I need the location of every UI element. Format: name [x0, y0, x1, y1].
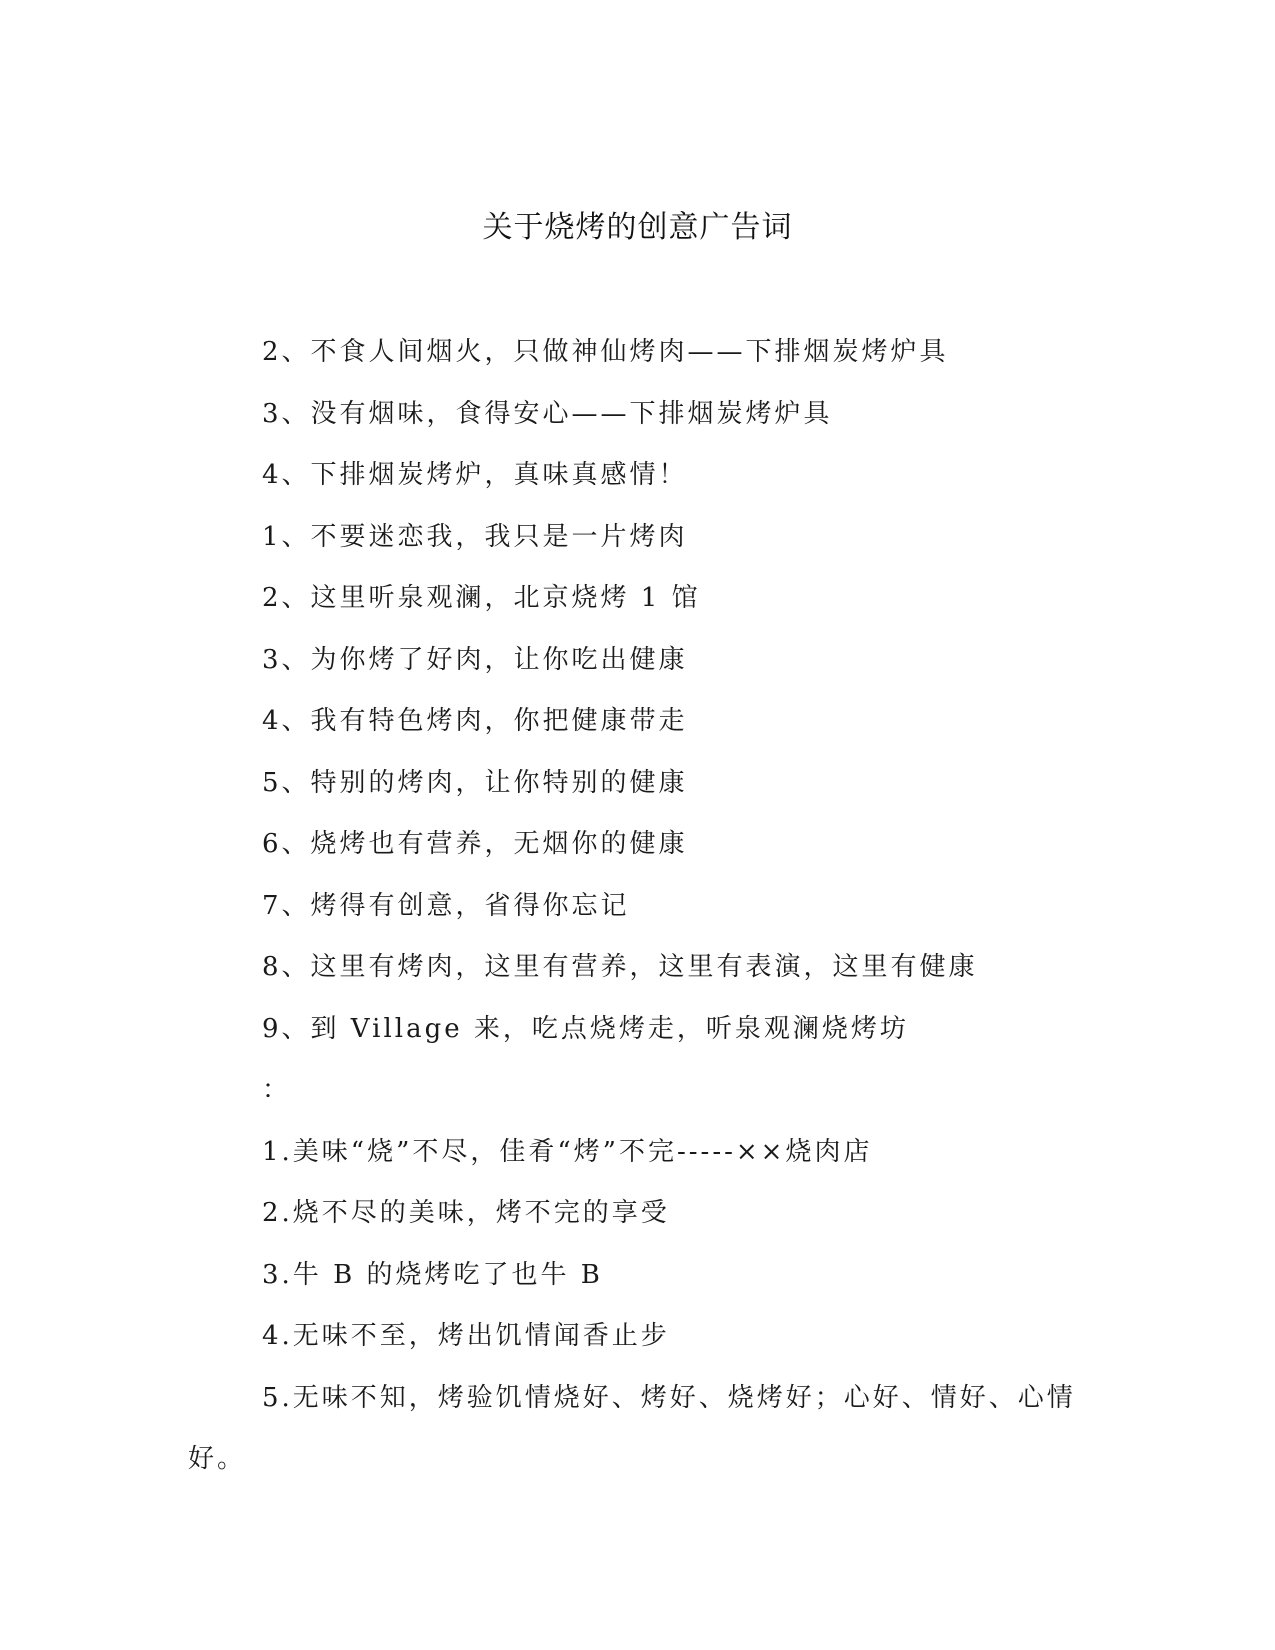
- slogan-line: 4、下排烟炭烤炉，真味真感情！: [262, 460, 688, 490]
- document-title: 关于烧烤的创意广告词: [482, 210, 793, 245]
- slogan-line: 6、烧烤也有营养，无烟你的健康: [262, 829, 688, 859]
- slogan-line: 8、这里有烤肉，这里有营养，这里有表演，这里有健康: [262, 952, 978, 982]
- slogan-line: 1、不要迷恋我，我只是一片烤肉: [262, 521, 688, 552]
- slogan-line: 3、没有烟味，食得安心——下排烟炭烤炉具: [262, 398, 833, 429]
- slogan-line: 9、到 Village 来，吃点烧烤走，听泉观澜烧烤坊: [262, 1013, 909, 1044]
- slogan-line: 2.烧不尽的美味，烤不完的享受: [262, 1198, 670, 1228]
- slogan-line: 5、特别的烤肉，让你特别的健康: [262, 767, 688, 798]
- section-separator: ：: [262, 1075, 292, 1105]
- slogan-line: 7、烤得有创意，省得你忘记: [262, 890, 630, 921]
- slogan-line: 5.无味不知，烤验饥情烧好、烤好、烧烤好；心好、情好、心情: [262, 1382, 1076, 1413]
- slogan-line: 4.无味不至，烤出饥情闻香止步: [262, 1321, 670, 1351]
- slogan-list: [0, 332, 1275, 1501]
- slogan-line-continuation: 好。: [188, 1444, 247, 1474]
- slogan-line: 2、不食人间烟火，只做神仙烤肉——下排烟炭烤炉具: [262, 337, 949, 367]
- slogan-line: 1.美味“烧”不尽，佳肴“烤”不完-----××烧肉店: [262, 1136, 873, 1167]
- slogan-line: 3、为你烤了好肉，让你吃出健康: [262, 644, 688, 675]
- slogan-line: 4、我有特色烤肉，你把健康带走: [262, 706, 688, 736]
- slogan-line: 3.牛 B 的烧烤吃了也牛 B: [262, 1259, 603, 1290]
- slogan-line: 2、这里听泉观澜，北京烧烤 1 馆: [262, 583, 701, 613]
